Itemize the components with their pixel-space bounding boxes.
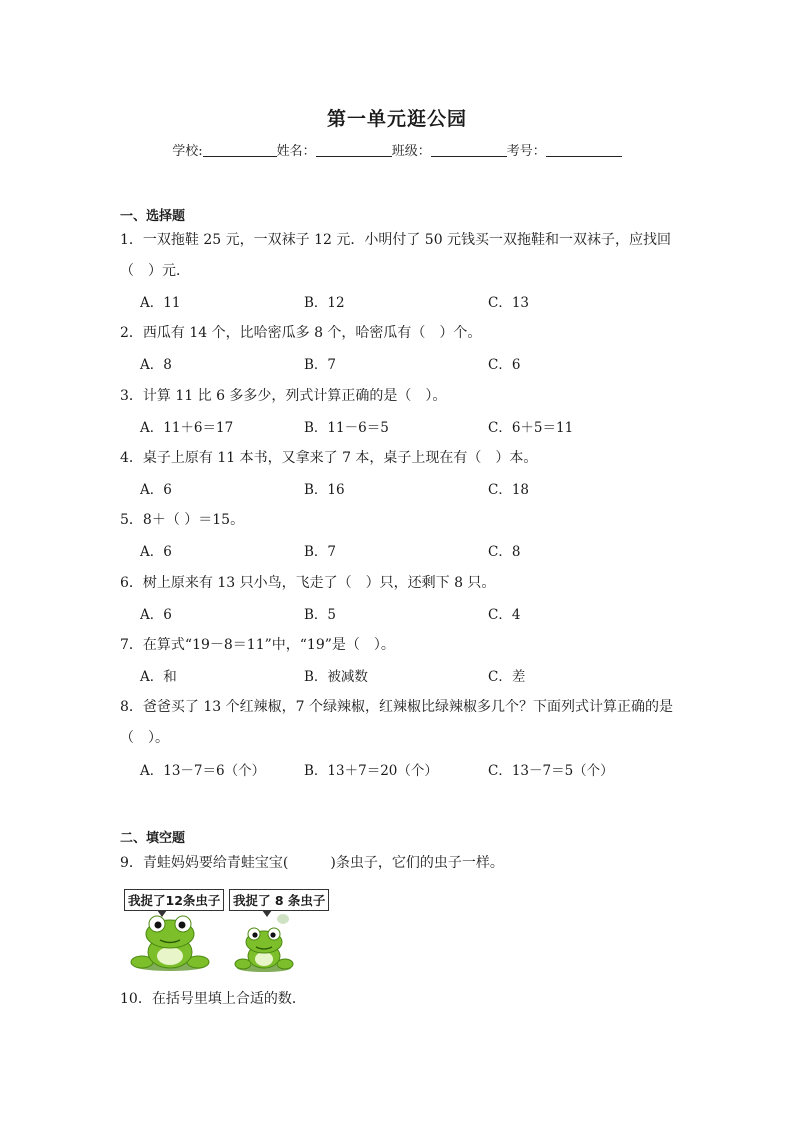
question-4-text: 4．桌子上原有 11 本书，又拿来了 7 本，桌子上现在有（ ）本。: [120, 450, 538, 466]
question-4-option-a[interactable]: A．6: [140, 482, 172, 498]
section-choice-heading: 一、选择题: [120, 209, 186, 224]
class-label: 班级：: [391, 144, 431, 159]
exam-blank[interactable]: [546, 142, 622, 157]
big-frog-speech-bubble: 我捉了12条虫子: [124, 889, 224, 911]
question-8-option-b[interactable]: B．13＋7＝20（个）: [304, 763, 438, 779]
question-5-option-a[interactable]: A．6: [140, 544, 172, 560]
question-7-option-c[interactable]: C．差: [488, 669, 526, 685]
question-8-option-a[interactable]: A．13－7＝6（个）: [140, 763, 266, 779]
section-fill-heading: 二、填空题: [120, 831, 186, 846]
page-title: 第一单元逛公园: [326, 108, 467, 130]
question-2-text: 2．西瓜有 14 个，比哈密瓜多 8 个，哈密瓜有（ ）个。: [120, 325, 482, 341]
name-blank[interactable]: [316, 142, 392, 157]
question-1-option-a[interactable]: A．11: [140, 295, 181, 311]
question-3-option-a[interactable]: A．11＋6＝17: [140, 420, 234, 436]
question-6-text: 6．树上原来有 13 只小鸟，飞走了（ ）只，还剩下 8 只。: [120, 575, 496, 591]
exam-label: 考号：: [506, 144, 546, 159]
big-frog-icon: [130, 914, 210, 972]
question-5-option-b[interactable]: B．7: [304, 544, 337, 560]
question-6-option-a[interactable]: A．6: [140, 607, 172, 623]
question-5-text: 5．8＋（ ）＝15。: [120, 512, 245, 528]
question-10-text: 10．在括号里填上合适的数．: [120, 991, 306, 1007]
question-7-option-a[interactable]: A．和: [140, 669, 177, 685]
question-3-text: 3．计算 11 比 6 多多少，列式计算正确的是（ ）。: [120, 388, 447, 404]
small-frog-speech-bubble: 我捉了 8 条虫子: [229, 889, 329, 911]
name-label: 姓名：: [276, 144, 316, 159]
class-blank[interactable]: [431, 142, 507, 157]
small-frog-icon: [234, 926, 294, 972]
question-7-text: 7．在算式“19－8＝11”中，“19”是（ ）。: [120, 637, 395, 653]
question-8-text-cont: （ ）。: [120, 730, 169, 746]
question-3-option-c[interactable]: C．6＋5＝11: [488, 420, 574, 436]
question-1-text-cont: （ ）元．: [120, 263, 190, 279]
question-1-option-c[interactable]: C．13: [488, 295, 530, 311]
question-8-option-c[interactable]: C．13－7＝5（个）: [488, 763, 614, 779]
question-8-text: 8．爸爸买了 13 个红辣椒，7 个绿辣椒，红辣椒比绿辣椒多几个？下面列式计算正确的是: [120, 699, 673, 715]
question-4-option-c[interactable]: C．18: [488, 482, 530, 498]
question-1-text: 1．一双拖鞋 25 元，一双袜子 12 元．小明付了 50 元钱买一双拖鞋和一双袜子，应找回: [120, 232, 672, 248]
question-2-option-a[interactable]: A．8: [140, 357, 172, 373]
question-7-option-b[interactable]: B．被减数: [304, 669, 368, 685]
school-label: 学校:: [172, 144, 203, 159]
question-9-text: 9．青蛙妈妈要给青蛙宝宝( )条虫子，它们的虫子一样。: [120, 855, 504, 871]
school-blank[interactable]: [203, 142, 277, 157]
student-info-row: [0, 140, 794, 159]
question-2-option-c[interactable]: C．6: [488, 357, 521, 373]
question-6-option-b[interactable]: B．5: [304, 607, 337, 623]
question-4-option-b[interactable]: B．16: [304, 482, 345, 498]
leaf-icon: [276, 912, 290, 926]
question-3-option-b[interactable]: B．11－6＝5: [304, 420, 389, 436]
question-1-option-b[interactable]: B．12: [304, 295, 345, 311]
question-2-option-b[interactable]: B．7: [304, 357, 337, 373]
question-6-option-c[interactable]: C．4: [488, 607, 521, 623]
question-5-option-c[interactable]: C．8: [488, 544, 521, 560]
